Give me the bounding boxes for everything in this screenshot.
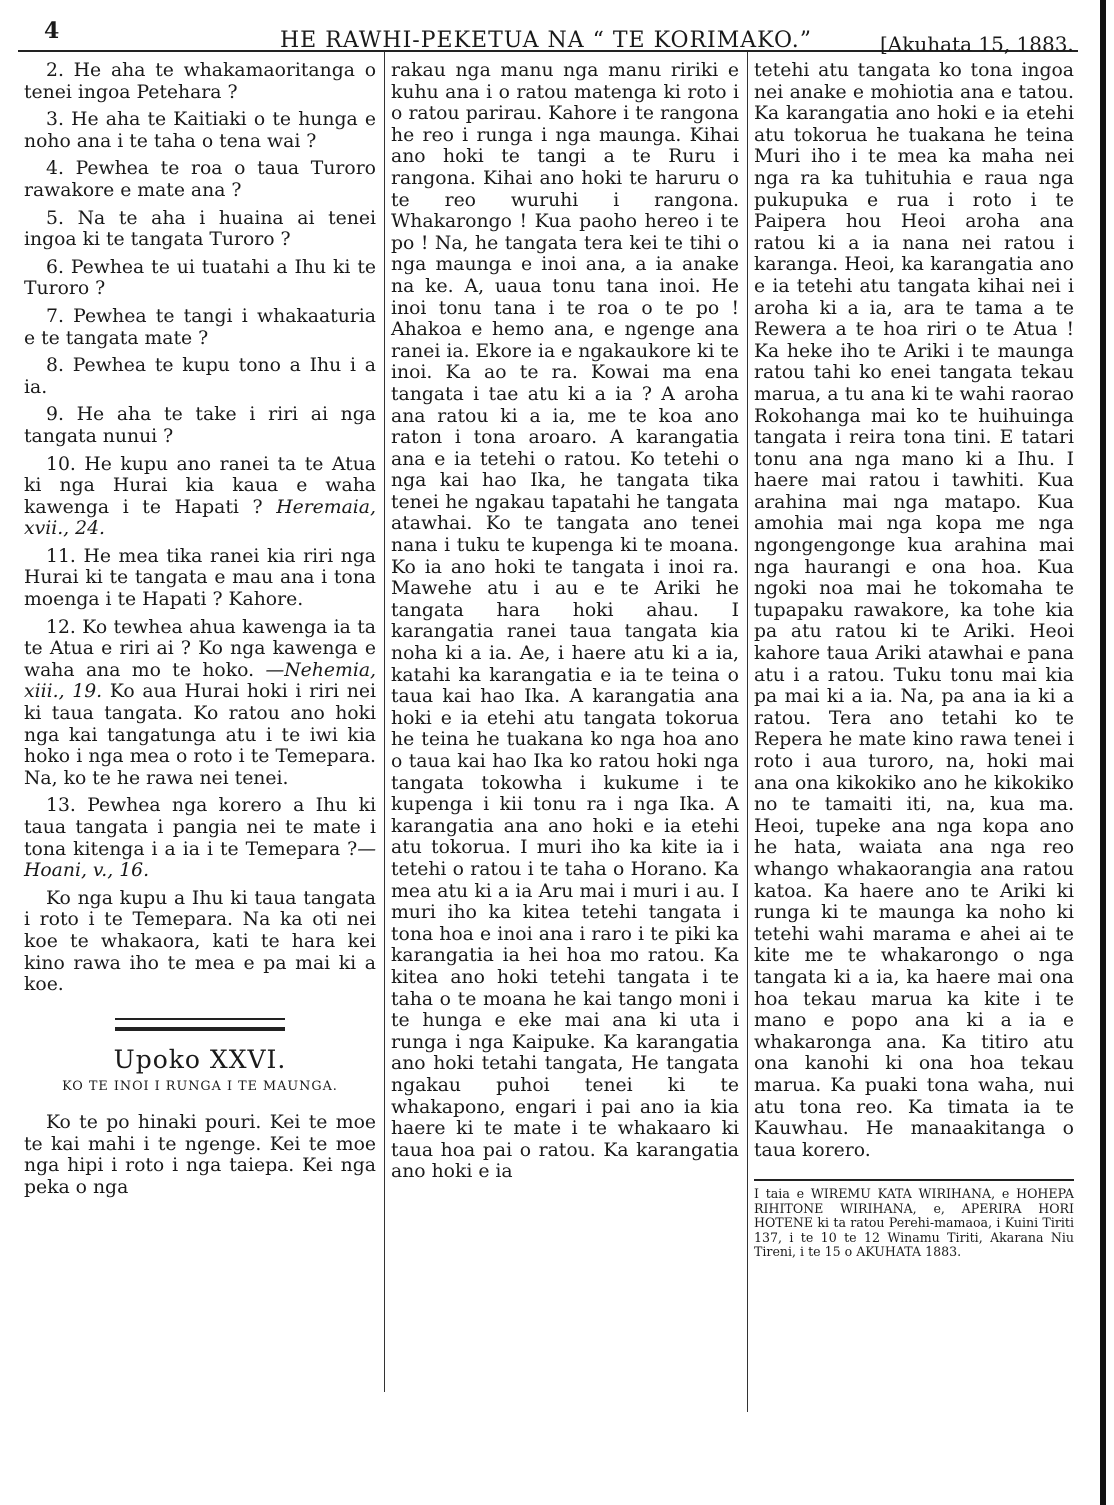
column-2-text: rakau nga manu nga manu ririki e kuhu ana i o ratou matenga ki roto i o ratou parirau. Kahore i te rangona he reo i runga i nga maunga. Kihai ano hoki te tangi a te Ruru i rangona. Kihai ano hoki te haruru o te reo wuruhi i rangona. Whakarongo ! Kua paoho hereo i te po ! Na, he tangata tera kei te tihi o nga maunga e inoi ana, a ia anake na ke. A, uaua tonu tana inoi. He inoi tonu tana i te roa o te po ! Ahakoa e hemo ana, e ngenge ana ranei ia. Ekore ia e ngakaukore ki te inoi. Ka ao te ra. Kowai ma ena tangata i tae atu ki a ia ? A aroha ana ratou ki a ia, me te koa ano raton i tona aroaro. A karangatia ana e ia tetehi o ratou. Ko tetehi o nga kai hao Ika, he tangata tika tenei he ngakau tapatahi he tangata atawhai. Ko te tangata ano tenei nana i tuku te kupenga ki te moana. Ko ia ano hoki te tangata i inoi ra. Mawehe atu i au e te Ariki he tangata hara hoki ahau. I karangatia ranei taua tangata kia noha ki a ia. Ae, i haere atu ki a ia, katahi ka karangatia e ia te teina o taua kai hao Ika. A karangatia ana hoki e ia etehi atu tangata tokorua he teina he tuakana ko nga hoa ano o taua kai hao Ika ko ratou hoki nga tangata tokowha i kukume i te kupenga i kii tonu ra i nga Ika. A karangatia ana ano hoki e ia etehi atu tokorua. I muri iho ka kite ia i tetehi o ratou i te taha o Horano. Ka mea atu ki a ia Aru mai i muri i au. I muri iho ka kitea tetehi tangata i tona hoa e inoi ana i raro i te piki ka karangatia ia hei hoa mo ratou. Ka kitea ano hoki tetehi tangata i te taha o te moana he kai tango moni i te hunga e eke mai ana ki uta i runga i nga Kaipuke. Ka karangatia ano hoki tetahi tangata, He tangata ngakau puhoi tenei ki te whakapono, engari i pai ano ia kia haere ki te mate i te whakaaro ki taua hoa pai o ratou. Ka karangatia ano hoki e ia — [391, 60, 739, 1183]
column-3 — [754, 60, 1074, 1260]
question-12-continued: Ko aua Hurai hoki i riri nei ki taua tangata. Ko ratou ano hoki nga kai tangatunga atu i te iwi kia hoko i nga mea o roto i te Temepara. Na, ko te he rawa nei tenei. — [24, 681, 376, 789]
question-13 — [24, 795, 376, 881]
chapter-subtitle: KO TE INOI I RUNGA I TE MAUNGA. — [62, 1079, 338, 1095]
question-7: 7. Pewhea te tangi i whakaaturia e te tangata mate ? — [24, 305, 376, 349]
page-number: 4 — [44, 18, 60, 44]
column-divider-1 — [384, 52, 385, 1392]
scripture-reference: —Hoani, v., 16. — [24, 838, 376, 882]
scripture-reference: —Nehemia, xiii., 19. — [24, 659, 376, 703]
question-4: 4. Pewhea te roa o taua Turoro rawakore e mate ana ? — [24, 158, 376, 201]
page-edge-shadow — [1100, 0, 1106, 1505]
question-3: 3. He aha te Kaitiaki o te hunga e noho ana i te taha o tena wai ? — [24, 109, 376, 152]
column-2 — [391, 60, 739, 1183]
issue-date: [Akuhata 15, 1883. — [880, 32, 1074, 56]
chapter-title: Upoko XXVI. — [113, 1044, 287, 1074]
page-header — [18, 14, 1078, 56]
scripture-reference: Heremaia, xvii., 24. — [24, 496, 376, 540]
chapter-opening: Ko te po hinaki pouri. Kei te moe te kai mahi i te ngenge. Kei te moe nga hipi i roto i nga taiepa. Kei nga peka o nga — [24, 1111, 376, 1198]
question-12 — [24, 617, 376, 790]
question-12-text: 12. Ko tewhea ahua kawenga ia ta te Atua e riri ai ? Ko nga kawenga e waha ana mo te hoko. — [24, 616, 376, 681]
section-divider — [115, 1018, 285, 1031]
column-divider-2 — [747, 52, 748, 1412]
column-1 — [24, 60, 376, 1204]
question-10-text: 10. He kupu ano ranei ta te Atua ki nga Hurai kia kaua e waha kawenga i te Hapati ? — [24, 453, 376, 518]
newspaper-title: HE RAWHI-PEKETUA NA “ TE KORIMAKO.” — [280, 28, 812, 53]
question-13-text: 13. Pewhea nga korero a Ihu ki taua tangata i pangia nei te mate i tona kitenga i a ia i te Temepara ? — [24, 795, 376, 860]
question-9: 9. He aha te take i riri ai nga tangata nunui ? — [24, 404, 376, 447]
question-6: 6. Pewhea te ui tuatahi a Ihu ki te Turoro ? — [24, 256, 376, 300]
question-8: 8. Pewhea te kupu tono a Ihu i a ia. — [24, 355, 376, 398]
footnote-divider — [754, 1179, 1074, 1181]
question-2: 2. He aha te whakamaoritanga o tenei ingoa Petehara ? — [24, 60, 376, 103]
answer-paragraph: Ko nga kupu a Ihu ki taua tangata i roto i te Temepara. Na ka oti nei koe te whakaora, kati te hara kei kino rawa iho te mea e pa mai ki a koe. — [24, 887, 376, 996]
question-11: 11. He mea tika ranei kia riri nga Hurai ki te tangata e mau ana i tona moenga i te Hapati ? Kahore. — [24, 545, 376, 611]
printer-imprint: I taia e WIREMU KATA WIRIHANA, e HOHEPA RIHITONE WIRIHANA, e, APERIRA HORI HOTENE ki ta ratou Perehi-mamaoa, i Kuini Tiriti 137, i te 10 te 12 Winamu Tiriti, Akarana Niu Tireni, i te 15 o AKUHATA 1883. — [754, 1186, 1074, 1260]
column-3-text: tetehi atu tangata ko tona ingoa nei anake e mohiotia ana e tatou. Ka karangatia ano hoki e ia etehi atu tokorua he tuakana he teina Muri iho i te mea ka maha nei nga ra ka tuhituhia e raua nga pukupuka e rua i roto i te Paipera hou Heoi aroha ana ratou ki a ia nana nei ratou i karanga. Heoi, ka karangatia ano e ia tetehi atu tangata kihai nei i aroha ki a ia, ara te tama a te Rewera a te hoa riri o te Atua ! Ka heke iho te Ariki i te maunga ratou tahi ko enei tangata tekau marua, a tu ana ki te wahi raorao Rokohanga mai ko te huihuinga tangata i reira tona tini. E tatari tonu ana nga mano ki a Ihu. I haere mai ratou i tawhiti. Kua arahina mai nga matapo. Kua amohia mai nga kopa me nga ngongengonge kua arahina mai nga haurangi e ona hoa. Kua ngoki noa mai he tokomaha te tupapaku rawakore, ka tohe kia pa atu ratou ki te Ariki. Heoi kahore taua Ariki atawhai e pana atu i a ratou. Tuku tonu mai kia pa mai ki a ia. Na, pa ana ia ki a ratou. Tera ano tetahi ko te Repera he mate kino rawa tenei i roto i aua turoro, na, hoki mai ana ona kikokiko ano he kikokiko no te tamaiti iti, na, kua ma. Heoi, tupeke ana nga kopa ano he hata, waiata ana nga reo whango whakaorangia ana ratou katoa. Ka haere ano te Ariki ki runga ki te maunga ka noho ki tetehi wahi marama e ahei ai te kite me te whakarongo o nga tangata ki a ia, ka haere mai ona hoa tekau marua ka kite i te mano e popo ana ki a ia e whakaronga ana. Ka titiro atu ona kanohi ki ona hoa tekau marua. Ka puaki tona waha, nui atu tona reo. Ka timata ia te Kauwhau. He manaakitanga o taua korero. — [754, 60, 1074, 1161]
question-5: 5. Na te aha i huaina ai tenei ingoa ki te tangata Turoro ? — [24, 207, 376, 251]
question-10 — [24, 454, 376, 540]
